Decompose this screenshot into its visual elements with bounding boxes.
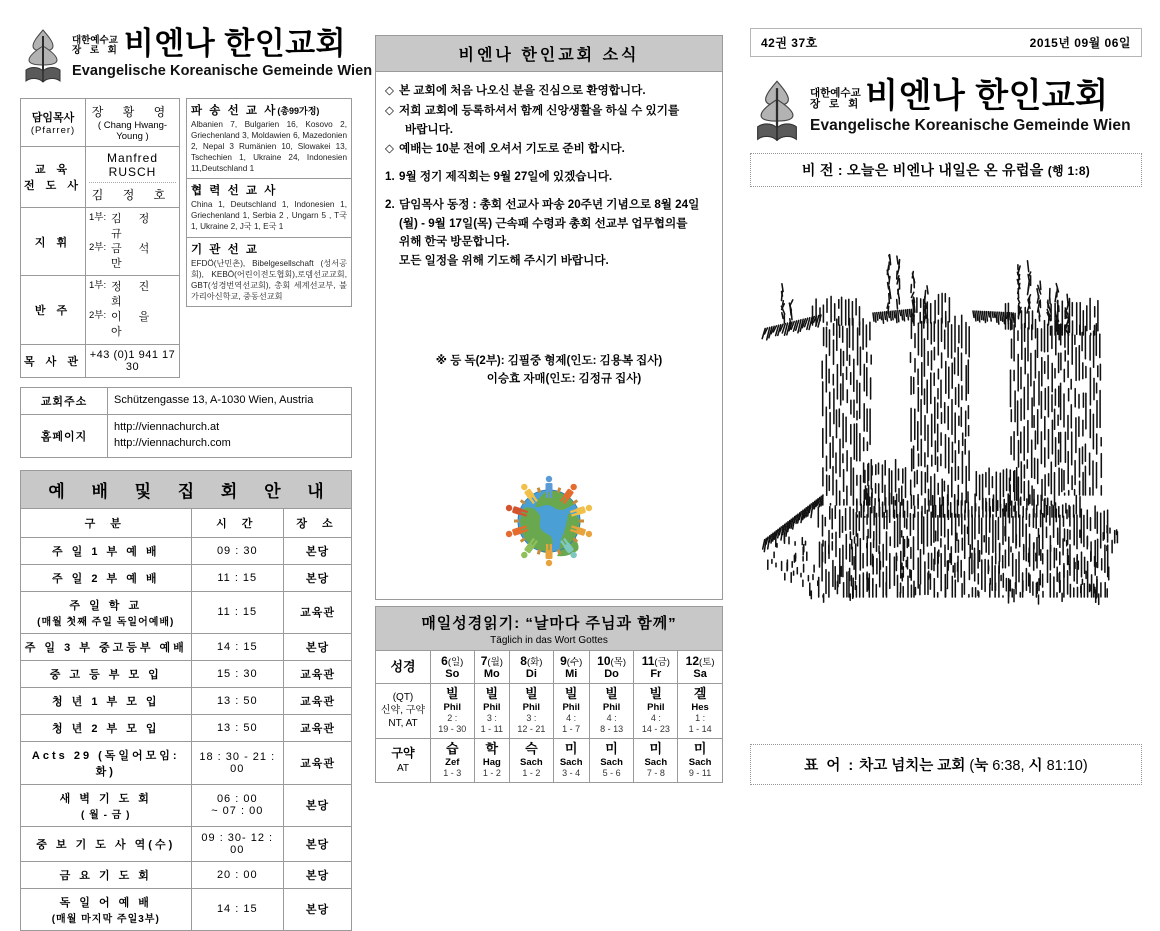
bible-row-label-line: AT xyxy=(377,762,429,775)
bible-book-de: Phil xyxy=(591,702,633,713)
staff-and-missions xyxy=(20,98,352,378)
bible-day-header xyxy=(510,651,554,684)
offering-name-2: 이승효 자매(인도: 김정규 집사) xyxy=(376,370,722,388)
schedule-place: 교육관 xyxy=(284,591,352,633)
bible-day-number: 8(화) xyxy=(511,654,552,668)
news-item-number: 1. xyxy=(385,168,399,187)
mission-title-text: 협 력 선 교 사 xyxy=(191,185,277,197)
middle-column xyxy=(375,35,723,783)
church-logo-icon xyxy=(20,28,66,86)
staff-value-pastor xyxy=(86,99,180,147)
mission-partner-missionaries xyxy=(186,178,352,237)
table-row xyxy=(21,276,180,344)
bible-row-label-line: NT, AT xyxy=(377,717,429,730)
bible-chapter: 3 : xyxy=(511,713,552,724)
schedule-place: 본당 xyxy=(284,784,352,826)
header-time: 시 간 xyxy=(191,508,284,537)
news-item-text: 예배는 10분 전에 오셔서 기도로 준비 합시다. xyxy=(399,140,713,159)
news-item-number: 2. xyxy=(385,196,399,271)
part2-name: 이 을 아 xyxy=(111,310,176,340)
news-item-line1: 담임목사 동정 : 총회 선교사 파송 20주년 기념으로 8월 24일 xyxy=(399,198,699,211)
staff-sublabel-text: (Pfarrer) xyxy=(24,125,82,136)
table-row xyxy=(21,741,352,784)
table-row xyxy=(21,687,352,714)
part2-tag: 2부: xyxy=(89,242,111,272)
schedule-event-name: 새 벽 기 도 회 ( 월 - 금 ) xyxy=(21,784,192,826)
motto-box xyxy=(750,744,1142,785)
bible-reading-cell xyxy=(678,684,723,739)
table-header-row xyxy=(376,651,723,684)
bible-reading-cell xyxy=(634,738,678,782)
bible-verses: 1 - 2 xyxy=(476,768,509,779)
denomination-label xyxy=(72,36,120,59)
bible-day-number: 6(일) xyxy=(432,654,473,668)
bible-reading-cell xyxy=(510,684,554,739)
bible-verses: 1 - 3 xyxy=(432,768,473,779)
bible-title-de: Täglich in das Wort Gottes xyxy=(376,635,722,646)
address-label: 교회주소 xyxy=(21,387,108,414)
church-name-german: Evangelische Koreanische Gemeinde Wien xyxy=(810,117,1142,135)
bible-reading-cell xyxy=(431,738,475,782)
bible-reading-cell xyxy=(510,738,554,782)
schedule-event-name: 주 일 2 부 예 배 xyxy=(21,564,192,591)
schedule-event-name: Acts 29 (독일어모임:화) xyxy=(21,741,192,784)
staff-label-text: 반 주 xyxy=(35,305,71,317)
mission-body: Albanien 7, Bulgarien 16, Kosovo 2, Griechenland 3, Moldawien 6, Mazedonien 2, Nepal 3 Rumänien 10, Slowakei 13, Tschechien 1, Ukraine 24, Indonesien 11,Deutschland 1 xyxy=(191,119,347,174)
denomination-line2: 장 로 회 xyxy=(72,46,120,56)
bible-book-ko: 빌 xyxy=(476,687,509,702)
asterisk-icon: ※ xyxy=(436,355,447,367)
vision-statement xyxy=(750,153,1142,187)
church-name-korean: 비엔나 한인교회 xyxy=(865,79,1108,113)
staff-label-accompanist xyxy=(21,276,86,344)
bible-reading-cell xyxy=(474,738,510,782)
bible-verses: 7 - 8 xyxy=(635,768,676,779)
pastor-name-ko: 장 황 영 xyxy=(89,103,176,120)
schedule-place: 본당 xyxy=(284,861,352,888)
table-header-row xyxy=(21,508,352,537)
bible-day-number: 11(금) xyxy=(635,654,676,668)
news-item-text: 9월 정기 제직회는 9월 27일에 있겠습니다. xyxy=(399,168,713,187)
table-row xyxy=(21,99,180,147)
bible-day-header xyxy=(431,651,475,684)
bible-day-number: 10(목) xyxy=(591,654,633,668)
bible-col-label: 성경 xyxy=(376,651,431,684)
news-item-text xyxy=(399,196,713,271)
schedule-event-note: (매월 첫째 주일 독일어예배) xyxy=(23,613,189,628)
bible-verses: 1 - 11 xyxy=(476,724,509,735)
bible-day-weekday-de: Fr xyxy=(635,668,676,680)
schedule-time: 11 : 15 xyxy=(191,564,284,591)
table-row xyxy=(21,344,180,377)
pastor-name-rom: ( Chang Hwang-Young ) xyxy=(89,120,176,142)
part1-tag: 1부: xyxy=(89,280,111,310)
schedule-event-note: (매월 마지막 주일3부) xyxy=(23,910,189,925)
table-row xyxy=(21,564,352,591)
table-row xyxy=(21,888,352,930)
bible-reading-cell xyxy=(553,684,589,739)
denomination-label xyxy=(810,88,861,113)
bible-reading-cell xyxy=(589,738,634,782)
mission-body: EFDÖ(난민촌), Bibelgesellschaft (성서공회), KEBÖ(어린이전도협회),로뎀선교교회, GBT(성경번역선교회), 총회 세계선교부, 불가리아신학교, 중동선교회 xyxy=(191,258,347,302)
vision-reference: (행 1:8) xyxy=(1048,164,1090,178)
bible-book-de: Zef xyxy=(432,757,473,768)
bible-book-de: Phil xyxy=(555,702,588,713)
part1-name: 정 진 희 xyxy=(111,280,176,310)
bible-reading-table xyxy=(375,650,723,783)
address-value: Schützengasse 13, A-1030 Wien, Austria xyxy=(108,387,352,414)
bible-day-number: 7(월) xyxy=(476,654,509,668)
bible-verses: 5 - 6 xyxy=(591,768,633,779)
bible-book-de: Sach xyxy=(511,757,552,768)
mission-title-text: 기 관 선 교 xyxy=(191,244,259,256)
tree-engraving-illustration xyxy=(750,205,1142,700)
right-column xyxy=(750,28,1142,700)
bible-verses: 1 - 2 xyxy=(511,768,552,779)
bible-row-label-line: 신약, 구약 xyxy=(377,704,429,717)
motto-label: 표 어 : xyxy=(804,758,855,774)
bible-book-de: Phil xyxy=(635,702,676,713)
bible-day-number: 9(수) xyxy=(555,654,588,668)
bible-day-header xyxy=(678,651,723,684)
staff-label-line2: 전 도 사 xyxy=(24,177,82,193)
bible-chapter: 3 : xyxy=(476,713,509,724)
bible-day-weekday-ko: (토) xyxy=(699,657,715,668)
bible-reading-title xyxy=(376,612,722,633)
bible-day-header xyxy=(553,651,589,684)
schedule-place: 교육관 xyxy=(284,660,352,687)
staff-value-education xyxy=(86,147,180,208)
left-column xyxy=(20,28,352,931)
bible-chapter: 1 : xyxy=(679,713,721,724)
missions-box xyxy=(186,98,352,378)
bible-day-weekday-ko: (일) xyxy=(448,657,464,668)
issue-date: 2015년 09월 06일 xyxy=(1030,34,1131,51)
bible-day-weekday-de: Mo xyxy=(476,668,509,680)
staff-label-pastor xyxy=(21,99,86,147)
bible-day-weekday-ko: (금) xyxy=(654,657,670,668)
schedule-time: 11 : 15 xyxy=(191,591,284,633)
table-row xyxy=(21,660,352,687)
part1-tag: 1부: xyxy=(89,212,111,242)
bible-reading-cell xyxy=(553,738,589,782)
schedule-event-name: 주 일 3 부 중고등부 예배 xyxy=(21,633,192,660)
staff-label-text: 목 사 관 xyxy=(24,356,82,368)
bible-book-ko: 빌 xyxy=(591,687,633,702)
bible-verses: 14 - 23 xyxy=(635,724,676,735)
news-body xyxy=(376,72,722,599)
homepage-url-1[interactable]: http://viennachurch.at xyxy=(114,420,345,436)
bible-chapter: 4 : xyxy=(555,713,588,724)
schedule-time: 09 : 30 xyxy=(191,537,284,564)
schedule-time: 13 : 50 xyxy=(191,687,284,714)
homepage-value xyxy=(108,414,352,457)
bible-verses: 1 - 7 xyxy=(555,724,588,735)
diamond-icon: ◇ xyxy=(385,140,399,159)
table-row xyxy=(376,738,723,782)
bible-book-ko: 습 xyxy=(432,742,473,757)
schedule-event-name: 주 일 학 교 (매월 첫째 주일 독일어예배) xyxy=(21,591,192,633)
news-item-line4: 모든 일정을 위해 기도해 주시기 바랍니다. xyxy=(399,254,609,267)
bible-day-header xyxy=(474,651,510,684)
bible-book-ko: 빌 xyxy=(635,687,676,702)
schedule-event-name: 중 보 기 도 사 역(수) xyxy=(21,826,192,861)
table-row xyxy=(21,861,352,888)
vision-text: 비 전 : 오늘은 비엔나 내일은 온 유럽을 xyxy=(802,162,1044,178)
schedule-time: 14 : 15 xyxy=(191,633,284,660)
masthead-text-right xyxy=(810,79,1142,135)
staff-label-line1: 교 육 xyxy=(24,161,82,177)
news-title: 비엔나 한인교회 소식 xyxy=(376,36,722,72)
bible-verses: 8 - 13 xyxy=(591,724,633,735)
mission-title xyxy=(191,241,347,257)
schedule-place: 본당 xyxy=(284,564,352,591)
issue-volume: 42권 37호 xyxy=(761,34,818,51)
bible-reading-cell xyxy=(474,684,510,739)
mission-institution-missions xyxy=(186,237,352,307)
parsonage-phone: +43 (0)1 941 17 30 xyxy=(86,344,180,377)
bible-day-weekday-ko: (수) xyxy=(567,657,583,668)
bible-reading-cell xyxy=(431,684,475,739)
church-name-korean: 비엔나 한인교회 xyxy=(124,28,346,59)
staff-label-text: 담임목사 xyxy=(24,109,82,125)
schedule-place: 본당 xyxy=(284,633,352,660)
bible-book-ko: 빌 xyxy=(432,687,473,702)
schedule-time: 09 : 30- 12 : 00 xyxy=(191,826,284,861)
table-row xyxy=(21,714,352,741)
denomination-line1: 대한예수교 xyxy=(72,36,120,46)
table-row xyxy=(21,633,352,660)
news-item-line2: (월) - 9월 17일(목) 근속패 수령과 총회 선교부 업무협의를 xyxy=(399,217,687,230)
schedule-time: 20 : 00 xyxy=(191,861,284,888)
bible-verses: 3 - 4 xyxy=(555,768,588,779)
masthead-right xyxy=(750,79,1142,145)
bible-book-ko: 미 xyxy=(591,742,633,757)
table-row xyxy=(21,537,352,564)
bible-book-de: Hag xyxy=(476,757,509,768)
motto-text: 차고 넘치는 교회 xyxy=(859,758,965,774)
mission-body: China 1, Deutschland 1, Indonesien 1, Griechenland 1, Serbia 2 , Ungarn 5 , T국 1, Ukraine 2, J국 1, E국 1 xyxy=(191,199,347,232)
staff-table xyxy=(20,98,180,378)
news-numbered-item-1 xyxy=(385,168,713,187)
staff-label-education xyxy=(21,147,86,208)
denomination-line2: 장 로 회 xyxy=(810,99,861,110)
part2-name: 금 석 만 xyxy=(111,242,176,272)
bible-book-de: Sach xyxy=(555,757,588,768)
schedule-place: 본당 xyxy=(284,537,352,564)
staff-value-conductor xyxy=(86,208,180,276)
bible-reading-cell xyxy=(634,684,678,739)
table-row xyxy=(21,414,352,457)
table-row xyxy=(21,208,180,276)
bible-chapter: 2 : xyxy=(432,713,473,724)
table-row xyxy=(21,387,352,414)
staff-label-text: 지 휘 xyxy=(35,237,71,249)
bible-book-ko: 겔 xyxy=(679,687,721,702)
motto-ref2-book: 시 xyxy=(1029,758,1043,774)
globe-with-people-icon xyxy=(376,462,722,585)
motto-paren: ( xyxy=(969,758,974,774)
table-row xyxy=(376,684,723,739)
offering-label: 등 독(2부): xyxy=(450,355,504,367)
schedule-event-name: 금 요 기 도 회 xyxy=(21,861,192,888)
mission-count: (총99가정) xyxy=(277,106,319,116)
schedule-time: 14 : 15 xyxy=(191,888,284,930)
homepage-label: 홈페이지 xyxy=(21,414,108,457)
bible-day-weekday-de: Sa xyxy=(679,668,721,680)
staff-label-conductor xyxy=(21,208,86,276)
staff-value-accompanist xyxy=(86,276,180,344)
bible-title-quote: “날마다 주님과 함께” xyxy=(525,615,676,632)
bible-reading-header xyxy=(375,606,723,650)
denomination-line1: 대한예수교 xyxy=(810,88,861,99)
homepage-url-2[interactable]: http://viennachurch.com xyxy=(114,436,345,452)
bible-book-de: Sach xyxy=(635,757,676,768)
bible-book-de: Phil xyxy=(511,702,552,713)
bible-book-de: Phil xyxy=(476,702,509,713)
news-item-line3: 위해 한국 방문합니다. xyxy=(399,235,509,248)
news-item-text: 본 교회에 처음 나오신 분을 진심으로 환영합니다. xyxy=(399,82,713,101)
offering-announcement xyxy=(376,352,722,389)
motto-ref1-verse: 6:38, xyxy=(992,758,1024,774)
bible-day-weekday-ko: (화) xyxy=(527,657,543,668)
schedule-place: 교육관 xyxy=(284,687,352,714)
bible-row-label-line: 구약 xyxy=(377,746,429,762)
schedule-event-name: 중 고 등 부 모 입 xyxy=(21,660,192,687)
bible-verses: 9 - 11 xyxy=(679,768,721,779)
bible-book-de: Phil xyxy=(432,702,473,713)
bible-row-label xyxy=(376,738,431,782)
schedule-time: 06 : 00 ~ 07 : 00 xyxy=(191,784,284,826)
header-category: 구 분 xyxy=(21,508,192,537)
schedule-place: 교육관 xyxy=(284,741,352,784)
bible-book-ko: 미 xyxy=(555,742,588,757)
bible-day-weekday-de: So xyxy=(432,668,473,680)
education-name-bottom: 김 정 호 xyxy=(89,183,176,203)
bible-row-label xyxy=(376,684,431,739)
table-row xyxy=(21,147,180,208)
education-name-top: Manfred RUSCH xyxy=(89,151,176,183)
motto-ref2-verse: 81:10) xyxy=(1047,758,1088,774)
masthead-text-left xyxy=(72,28,372,79)
bible-book-de: Sach xyxy=(679,757,721,768)
masthead-left xyxy=(20,28,352,86)
schedule-time: 15 : 30 xyxy=(191,660,284,687)
bible-day-header xyxy=(589,651,634,684)
schedule-event-name: 독 일 어 예 배 (매월 마지막 주일3부) xyxy=(21,888,192,930)
news-numbered-item-2 xyxy=(385,196,713,271)
schedule-table xyxy=(20,508,352,931)
news-welcome-item xyxy=(385,82,713,101)
bible-day-header xyxy=(634,651,678,684)
bible-reading-cell xyxy=(589,684,634,739)
issue-bar xyxy=(750,28,1142,57)
bible-book-ko: 미 xyxy=(679,742,721,757)
mission-title xyxy=(191,182,347,198)
bible-book-ko: 학 xyxy=(476,742,509,757)
schedule-time: 18 : 30 - 21 : 00 xyxy=(191,741,284,784)
news-item-line2: 바랍니다. xyxy=(399,123,453,136)
offering-line1 xyxy=(376,352,722,370)
bible-day-weekday-de: Di xyxy=(511,668,552,680)
bible-day-weekday-ko: (목) xyxy=(611,657,627,668)
motto-ref1-book: 눅 xyxy=(974,758,988,774)
schedule-event-name: 청 년 1 부 모 입 xyxy=(21,687,192,714)
bible-book-de: Hes xyxy=(679,702,721,713)
bible-book-ko: 빌 xyxy=(511,687,552,702)
bible-day-weekday-ko: (월) xyxy=(487,657,503,668)
bible-day-number: 12(토) xyxy=(679,654,721,668)
schedule-place: 교육관 xyxy=(284,714,352,741)
bible-book-ko: 빌 xyxy=(555,687,588,702)
bible-chapter: 4 : xyxy=(635,713,676,724)
church-logo-icon xyxy=(750,79,804,145)
schedule-time: 13 : 50 xyxy=(191,714,284,741)
news-prayer-item xyxy=(385,140,713,159)
bible-verses: 12 - 21 xyxy=(511,724,552,735)
bible-day-weekday-de: Do xyxy=(591,668,633,680)
news-register-item xyxy=(385,102,713,140)
news-item-text xyxy=(399,102,713,140)
header-place: 장 소 xyxy=(284,508,352,537)
schedule-place: 본당 xyxy=(284,826,352,861)
mission-title xyxy=(191,102,347,118)
diamond-icon: ◇ xyxy=(385,102,399,140)
church-name-german: Evangelische Koreanische Gemeinde Wien xyxy=(72,63,372,79)
bible-book-ko: 미 xyxy=(635,742,676,757)
schedule-place: 본당 xyxy=(284,888,352,930)
news-item-line1: 저희 교회에 등록하셔서 함께 신앙생활을 하실 수 있기를 xyxy=(399,104,679,117)
bible-book-ko: 슥 xyxy=(511,742,552,757)
schedule-event-name: 청 년 2 부 모 입 xyxy=(21,714,192,741)
table-row xyxy=(21,591,352,633)
bible-book-de: Sach xyxy=(591,757,633,768)
bible-day-weekday-de: Mi xyxy=(555,668,588,680)
schedule-event-note: ( 월 - 금 ) xyxy=(23,806,189,821)
mission-sent-missionaries xyxy=(186,98,352,179)
mission-title-text: 파 송 선 교 사 xyxy=(191,105,277,117)
news-box xyxy=(375,35,723,600)
bible-row-label-line: (QT) xyxy=(377,691,429,704)
diamond-icon: ◇ xyxy=(385,82,399,101)
offering-name-1: 김필중 형제(인도: 김용복 집사) xyxy=(508,355,662,367)
table-row xyxy=(21,826,352,861)
motto-reference xyxy=(969,758,1087,774)
bible-chapter: 4 : xyxy=(591,713,633,724)
bible-title-ko: 매일성경읽기: xyxy=(421,615,520,632)
schedule-title: 예 배 및 집 회 안 내 xyxy=(20,470,352,508)
part1-name: 김 정 규 xyxy=(111,212,176,242)
part2-tag: 2부: xyxy=(89,310,111,340)
schedule-event-name: 주 일 1 부 예 배 xyxy=(21,537,192,564)
bible-verses: 1 - 14 xyxy=(679,724,721,735)
staff-label-parsonage xyxy=(21,344,86,377)
address-table xyxy=(20,387,352,458)
bible-verses: 19 - 30 xyxy=(432,724,473,735)
bible-reading-cell xyxy=(678,738,723,782)
